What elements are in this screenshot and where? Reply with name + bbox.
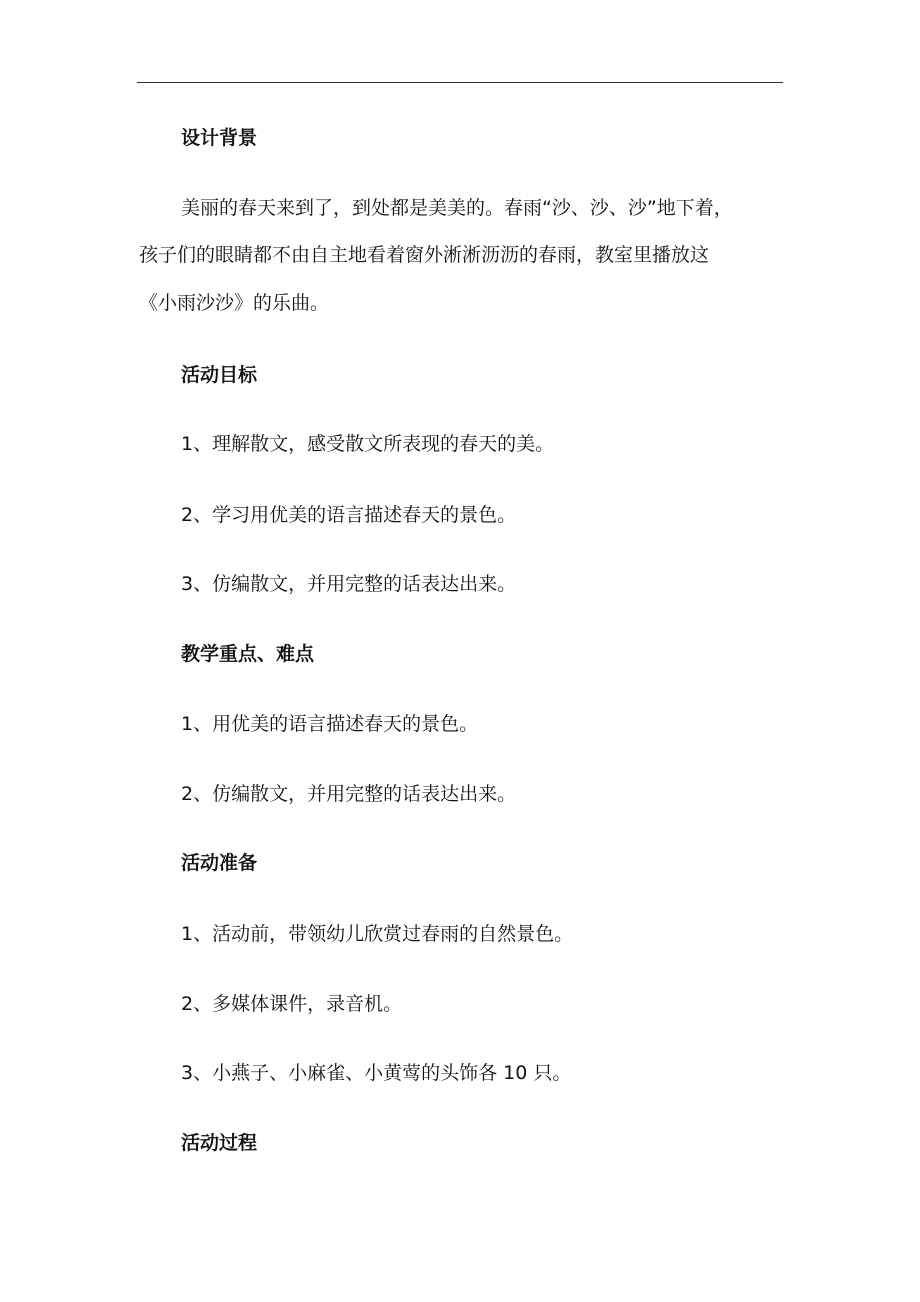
paragraph-line: 美丽的春天来到了，到处都是美美的。春雨“沙、沙、沙”地下着，: [181, 197, 733, 219]
list-item: 3、仿编散文，并用完整的话表达出来。: [181, 573, 517, 595]
list-item: 2、多媒体课件，录音机。: [181, 993, 403, 1015]
list-item: 1、理解散文，感受散文所表现的春天的美。: [181, 433, 555, 455]
list-item: 1、活动前，带领幼儿欣赏过春雨的自然景色。: [181, 923, 574, 945]
list-item: 3、小燕子、小麻雀、小黄莺的头饰各 10 只。: [181, 1062, 572, 1084]
header-rule: [137, 82, 783, 83]
list-item: 2、学习用优美的语言描述春天的景色。: [181, 504, 517, 526]
paragraph-line: 《小雨沙沙》的乐曲。: [139, 292, 330, 314]
section-heading-background: 设计背景: [181, 127, 258, 149]
paragraph-line: 孩子们的眼睛都不由自主地看着窗外淅淅沥沥的春雨，教室里播放这: [139, 244, 710, 266]
list-item: 2、仿编散文，并用完整的话表达出来。: [181, 783, 517, 805]
list-item: 1、用优美的语言描述春天的景色。: [181, 713, 479, 735]
section-heading-key-points: 教学重点、难点: [181, 643, 315, 665]
section-heading-preparation: 活动准备: [181, 852, 258, 874]
section-heading-process: 活动过程: [181, 1132, 258, 1154]
section-heading-goals: 活动目标: [181, 364, 258, 386]
